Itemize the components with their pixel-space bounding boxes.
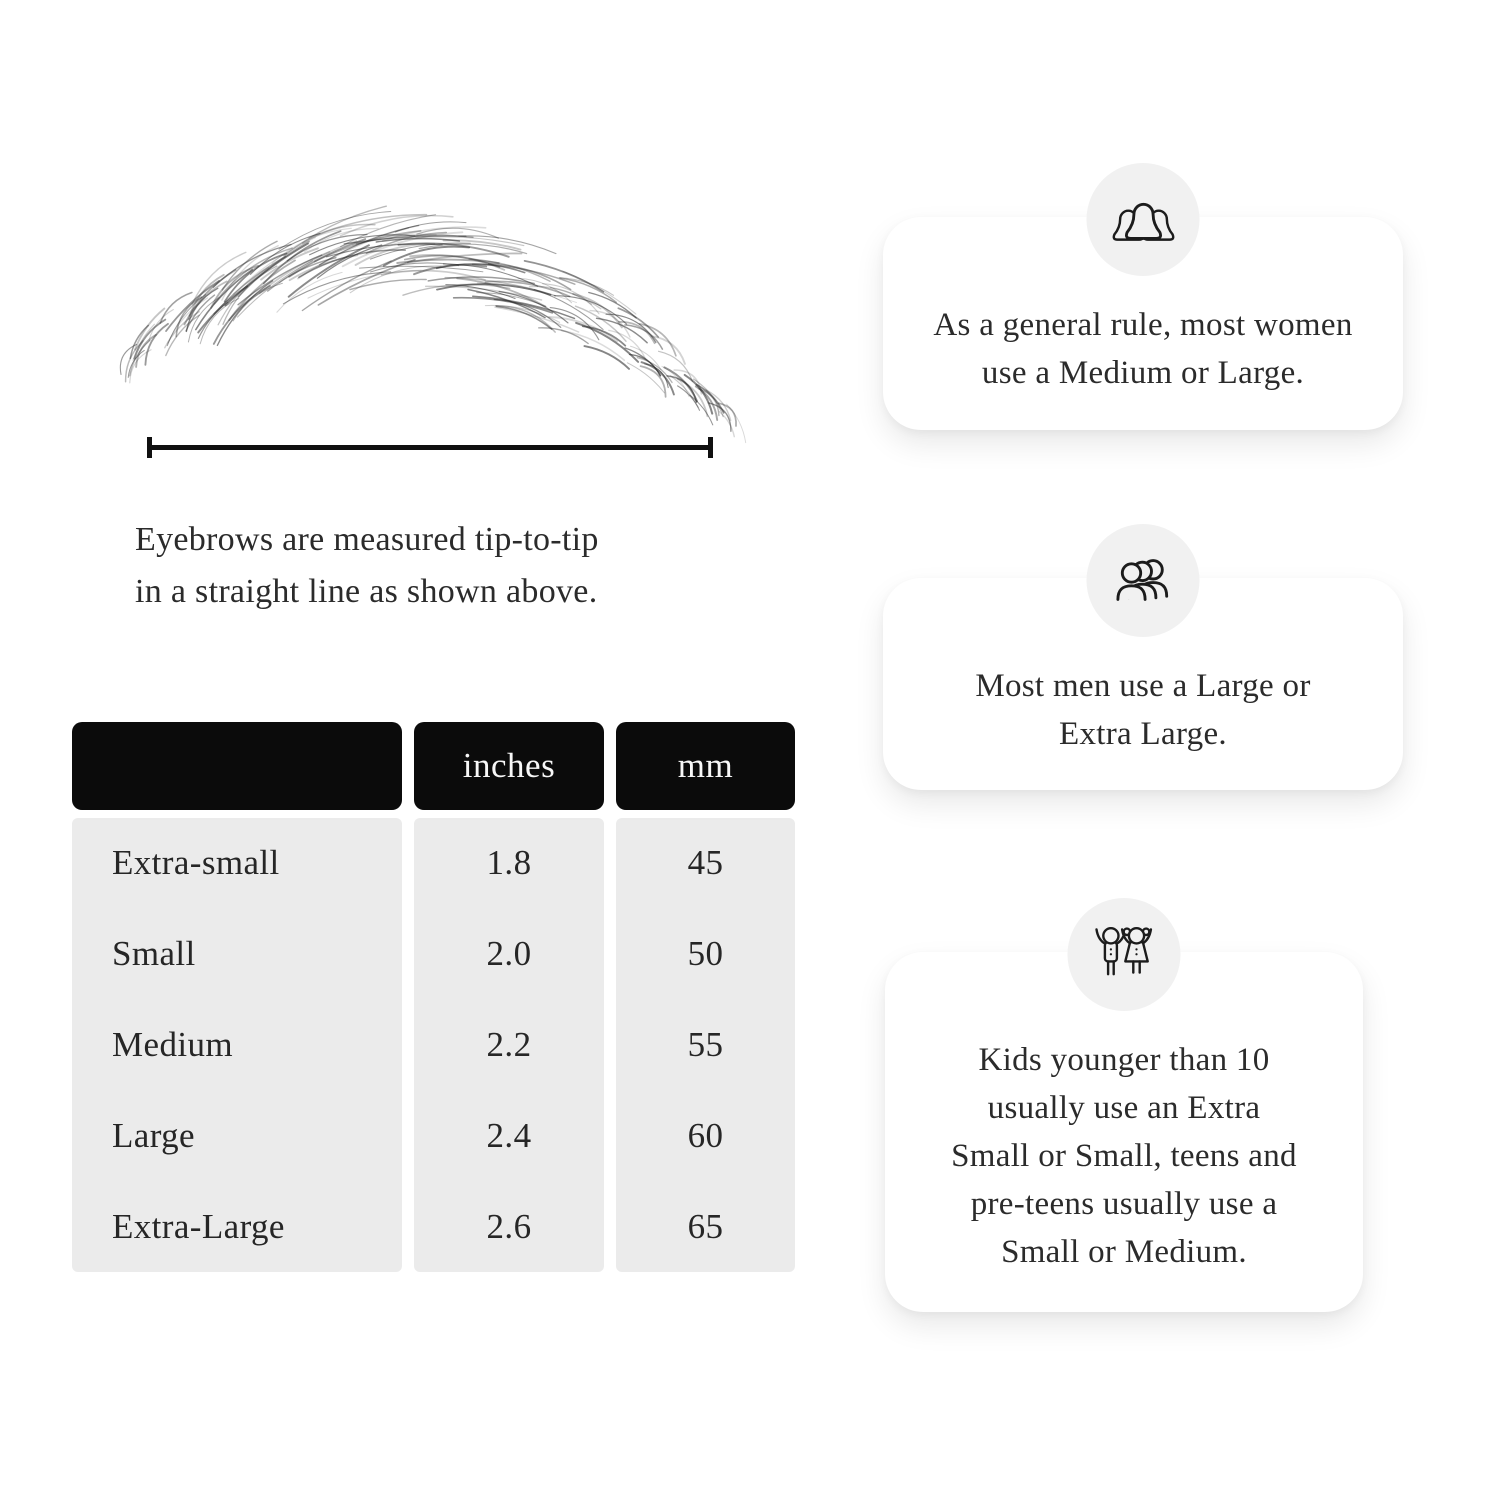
- men-group-icon: [1087, 524, 1200, 637]
- women-group-icon: [1087, 163, 1200, 276]
- table-header-size: [72, 722, 402, 810]
- size-table: [72, 722, 795, 1272]
- card-women: [883, 217, 1403, 430]
- card-kids-line-5: Small or Medium.: [1001, 1234, 1247, 1270]
- table-cell-inches: 2.2: [486, 1024, 532, 1064]
- card-kids-line-3: Small or Small, teens and: [951, 1138, 1297, 1174]
- card-women-line-1: As a general rule, most women: [933, 307, 1353, 343]
- table-column-mm: [616, 818, 795, 1272]
- table-cell-mm: 60: [687, 1115, 724, 1155]
- kids-glyph: [1084, 915, 1164, 995]
- table-cell-inches: 2.6: [486, 1206, 532, 1246]
- card-men: [883, 578, 1403, 790]
- kids-icon: [1068, 898, 1181, 1011]
- table-cell-inches: 1.8: [486, 843, 532, 883]
- women-group-glyph: [1103, 180, 1183, 260]
- table-cell-mm: 65: [687, 1206, 724, 1246]
- table-cell-mm: 45: [687, 843, 724, 883]
- table-cell-mm: 55: [687, 1024, 724, 1064]
- size-table-header: [72, 722, 795, 810]
- measurement-caption: [135, 514, 775, 618]
- card-women-line-2: use a Medium or Large.: [981, 355, 1305, 391]
- size-table-body: [72, 818, 795, 1272]
- table-column-size: [72, 818, 402, 1272]
- card-men-line-1: Most men use a Large or: [975, 668, 1311, 704]
- card-kids-line-1: Kids younger than 10: [978, 1042, 1270, 1078]
- table-row-label: Medium: [112, 1024, 234, 1064]
- table-column-inches: [414, 818, 604, 1272]
- table-cell-mm: 50: [687, 934, 724, 974]
- table-row-label: Extra-Large: [112, 1206, 285, 1246]
- table-cell-inches: 2.0: [486, 934, 532, 974]
- eyebrow-sketch-svg: [105, 224, 765, 436]
- measurement-line: [148, 445, 712, 450]
- caption-line-2: in a straight line as shown above.: [135, 573, 598, 610]
- table-cell-inches: 2.4: [486, 1115, 532, 1155]
- card-kids-line-2: usually use an Extra: [987, 1090, 1261, 1126]
- men-group-glyph: [1103, 541, 1183, 621]
- table-row-label: Large: [112, 1115, 195, 1155]
- caption-line-1: Eyebrows are measured tip-to-tip: [135, 521, 599, 558]
- table-header-inches: inches: [414, 722, 604, 810]
- eyebrow-illustration: [105, 224, 765, 436]
- card-men-line-2: Extra Large.: [1059, 716, 1227, 752]
- card-kids-line-4: pre-teens usually use a: [970, 1186, 1278, 1222]
- card-kids: [885, 952, 1363, 1312]
- table-header-mm: mm: [616, 722, 795, 810]
- table-row-label: Extra-small: [112, 843, 280, 883]
- table-row-label: Small: [112, 934, 196, 974]
